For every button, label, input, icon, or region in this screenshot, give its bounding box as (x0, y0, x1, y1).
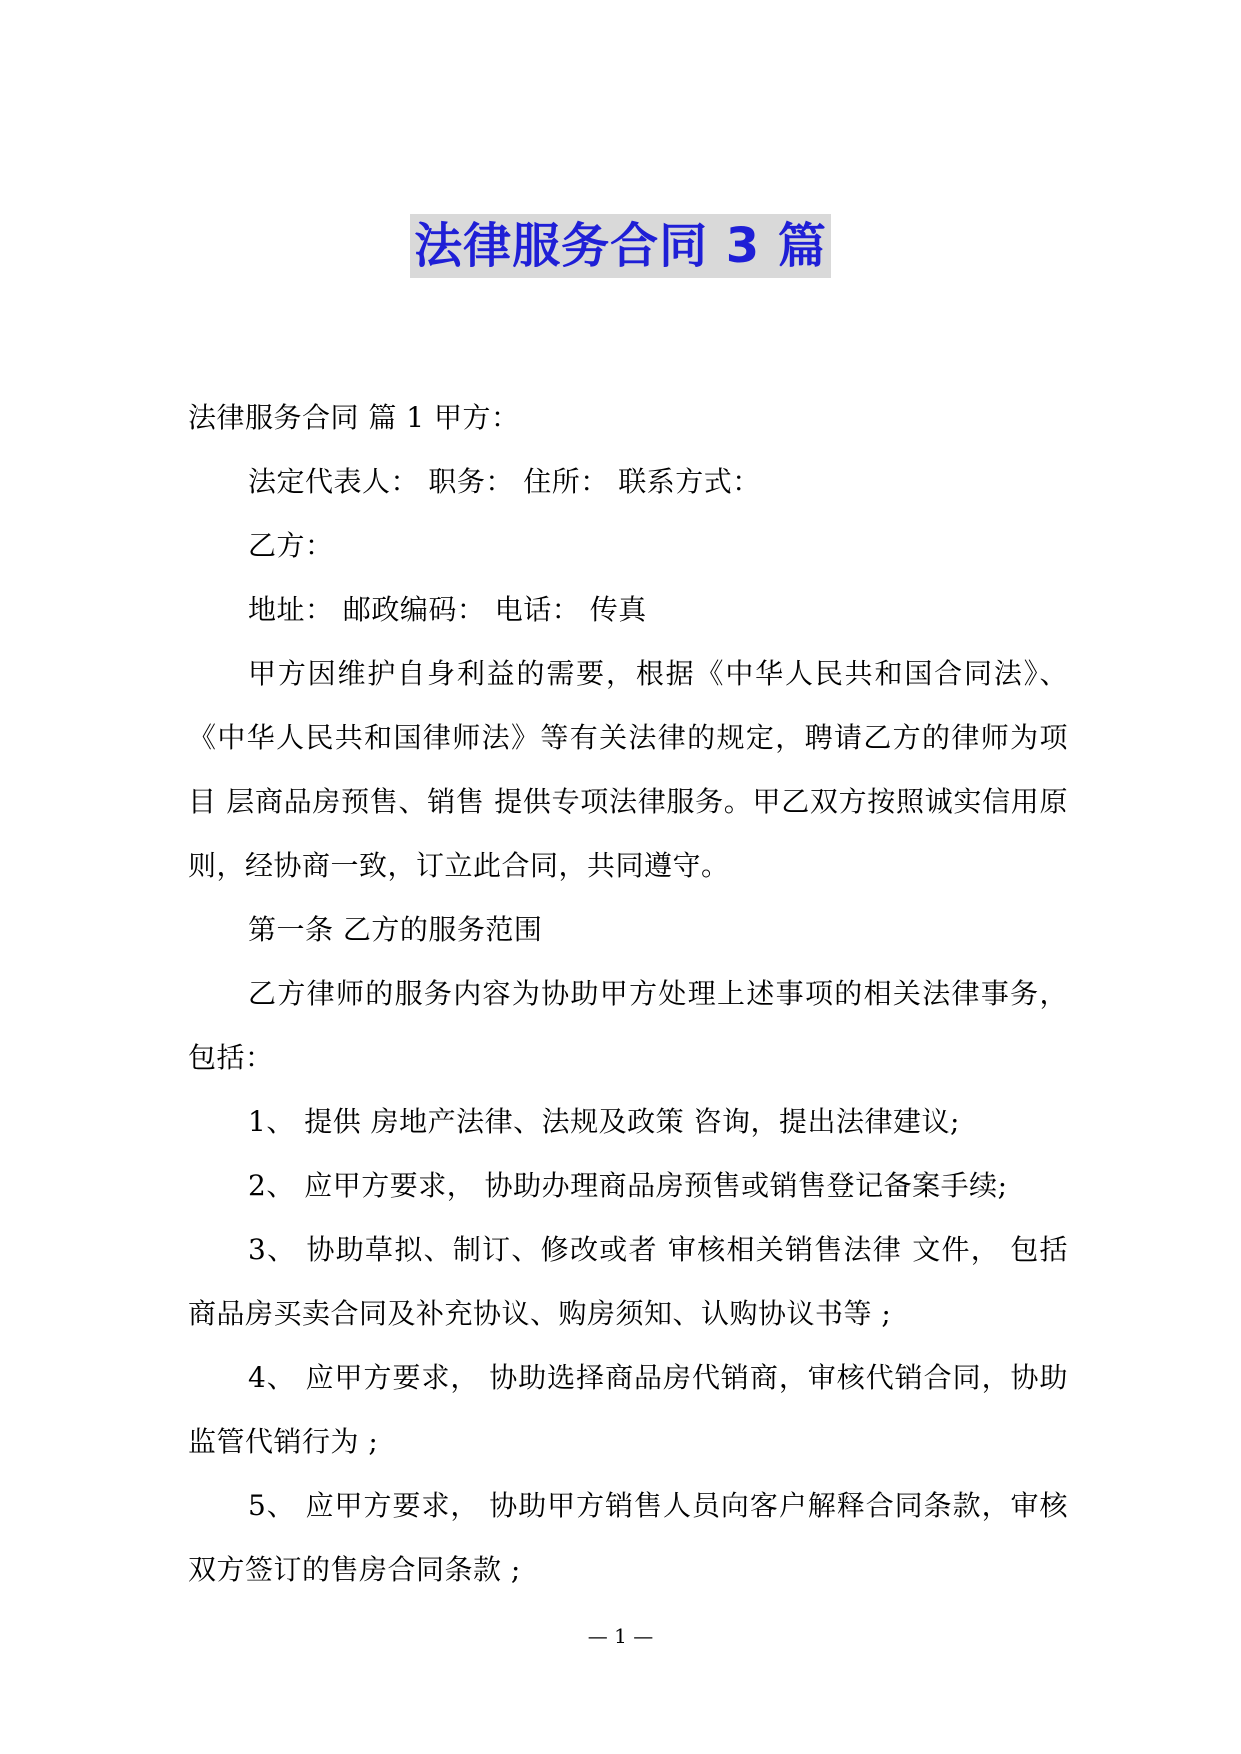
list-item-4: 4、 应甲方要求， 协助选择商品房代销商，审核代销合同，协助监管代销行为 ; (188, 1361, 1068, 1458)
paragraph-header: 法律服务合同 篇 1 甲方： (188, 401, 520, 434)
title-container (0, 214, 1241, 278)
document-title: 法律服务合同 3 篇 (410, 214, 831, 278)
list-item-5: 5、 应甲方要求， 协助甲方销售人员向客户解释合同条款，审核双方签订的售房合同条款 ; (188, 1489, 1068, 1586)
paragraph-party-a-details: 法定代表人： 职务： 住所： 联系方式： (248, 465, 761, 498)
paragraph-service-intro: 乙方律师的服务内容为协助甲方处理上述事项的相关法律事务，包括： (188, 977, 1068, 1074)
page-number: — 1 — (587, 1624, 654, 1648)
list-item-2: 2、 应甲方要求， 协助办理商品房预售或销售登记备案手续; (248, 1169, 1008, 1202)
paragraph-article-1-heading: 第一条 乙方的服务范围 (248, 913, 543, 946)
paragraph-party-b-details: 地址： 邮政编码： 电话： 传真 (248, 593, 647, 626)
paragraph-preamble: 甲方因维护自身利益的需要，根据《中华人民共和国合同法》、《中华人民共和国律师法》等有关法律的规定，聘请乙方的律师为项目 层商品房预售、销售 提供专项法律服务。甲乙双方按照诚实信用原则，经协商一致，订立此合同，共同遵守。 (188, 657, 1068, 882)
document-body (188, 386, 1068, 1602)
list-item-3: 3、 协助草拟、制订、修改或者 审核相关销售法律 文件， 包括商品房买卖合同及补充协议、购房须知、认购协议书等 ; (188, 1233, 1068, 1330)
list-item-1: 1、 提供 房地产法律、法规及政策 咨询，提出法律建议; (248, 1105, 960, 1138)
paragraph-party-b: 乙方： (248, 529, 334, 562)
